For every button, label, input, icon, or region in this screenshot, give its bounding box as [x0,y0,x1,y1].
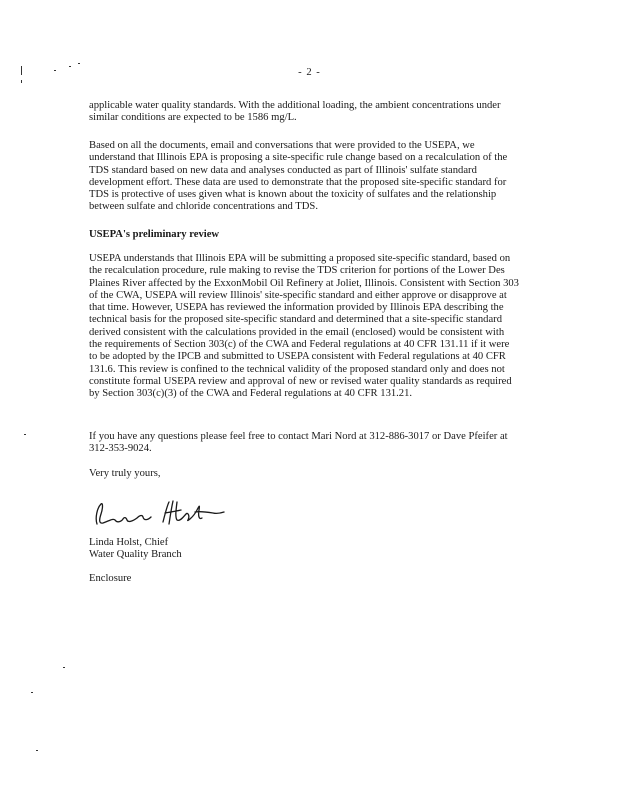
scan-artifact [31,692,33,693]
body-paragraph: applicable water quality standards. With the additional loading, the ambient concentrations under similar conditions are expected to be 1586 mg/L. [89,100,501,124]
page-number: - 2 - [298,67,321,78]
scan-artifact [63,667,65,668]
scan-artifact [78,63,80,64]
body-paragraph: If you have any questions please feel free to contact Mari Nord at 312-886-3017 or Dave Pfeifer at 312-353-9024. [89,431,508,455]
enclosure-note: Enclosure [89,573,132,584]
scan-artifact [24,434,26,435]
body-paragraph: USEPA understands that Illinois EPA will be submitting a proposed site-specific standard, based on the recalculation procedure, rule making to revise the TDS criterion for portions of the Lower Des Plaines River affected by the ExxonMobil Oil Refinery at Joliet, Illinois. Consistent with Section 303 of the CWA, USEPA will review Illinois' site-specific standard and either approve or disapprove at that time. However, USEPA has reviewed the information provided by Illinois EPA describing the technical basis for the proposed site-specific standard and determined that a site-specific standard derived consistent with the calculations provided in the email (enclosed) would be consistent with the requirements of Section 303(c) of the CWA and Federal regulations at 40 CFR 131.11 if it were to be adopted by the IPCB and submitted to USEPA consistent with Federal regulations at 40 CFR 131.6. This review is confined to the technical validity of the proposed standard only and does not constitute formal USEPA review and approval of new or revised water quality standards as required by Section 303(c)(3) of the CWA and Federal regulations at 40 CFR 131.21. [89,253,519,400]
closing-salutation: Very truly yours, [89,468,161,479]
signer-title: Water Quality Branch [89,549,182,560]
scan-artifact [36,750,38,751]
signer-name: Linda Holst, Chief [89,537,169,548]
body-paragraph: Based on all the documents, email and conversations that were provided to the USEPA, we understand that Illinois EPA is proposing a site-specific rule change based on a recalculation of the TDS standard based on new data and analyses conducted as part of Illinois' sulfate standard development effort. These data are used to demonstrate that the proposed site-specific standard for TDS is protective of uses given what is known about the toxicity of sulfates and the relationship between sulfate and chloride concentrations and TDS. [89,140,508,213]
handwritten-signature [89,496,239,532]
scan-artifact [21,80,22,83]
section-heading: USEPA's preliminary review [89,229,220,240]
